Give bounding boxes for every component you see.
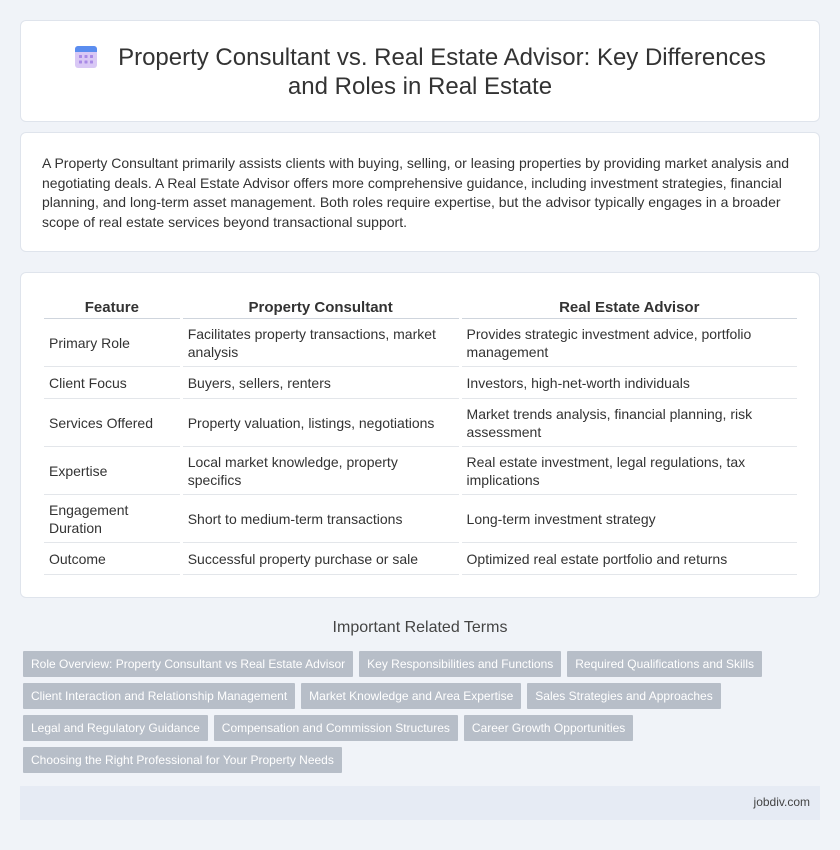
row-feature: Primary Role xyxy=(44,319,180,367)
row-consultant: Buyers, sellers, renters xyxy=(183,367,459,399)
header-real-estate-advisor: Real Estate Advisor xyxy=(462,297,797,319)
row-consultant: Short to medium-term transactions xyxy=(183,495,459,543)
row-feature: Expertise xyxy=(44,447,180,495)
related-terms-list xyxy=(23,651,803,779)
row-advisor: Real estate investment, legal regulations, tax implications xyxy=(462,447,797,495)
page-title-text: Property Consultant vs. Real Estate Advisor: Key Differences and Roles in Real Estate xyxy=(118,44,766,100)
table-row xyxy=(44,399,797,447)
row-consultant: Successful property purchase or sale xyxy=(183,543,459,575)
related-term-tag[interactable]: Sales Strategies and Approaches xyxy=(527,683,720,709)
comparison-table xyxy=(41,297,800,575)
related-term-tag[interactable]: Market Knowledge and Area Expertise xyxy=(301,683,521,709)
related-term-tag[interactable]: Choosing the Right Professional for Your Property Needs xyxy=(23,747,342,773)
table-row xyxy=(44,447,797,495)
footer-site-link[interactable]: jobdiv.com xyxy=(753,795,810,809)
row-advisor: Optimized real estate portfolio and returns xyxy=(462,543,797,575)
title-wrap xyxy=(21,43,819,101)
header-property-consultant: Property Consultant xyxy=(183,297,459,319)
related-terms-title: Important Related Terms xyxy=(332,619,508,636)
header-feature: Feature xyxy=(44,297,180,319)
row-advisor: Provides strategic investment advice, portfolio management xyxy=(462,319,797,367)
table-row xyxy=(44,543,797,575)
title-card xyxy=(20,20,820,122)
page-title xyxy=(61,43,779,101)
related-term-tag[interactable]: Compensation and Commission Structures xyxy=(214,715,458,741)
row-advisor: Investors, high-net-worth individuals xyxy=(462,367,797,399)
row-advisor: Market trends analysis, financial planning, risk assessment xyxy=(462,399,797,447)
calendar-icon xyxy=(74,43,98,69)
table-header-row xyxy=(44,297,797,319)
intro-card xyxy=(20,132,820,252)
intro-paragraph: A Property Consultant primarily assists clients with buying, selling, or leasing properties by providing market analysis and negotiating deals. A Real Estate Advisor offers more comprehensive guidance, including investment strategies, financial planning, and long-term asset management. Both roles require expertise, but the advisor typically engages in a broader scope of real estate services beyond transactional support. xyxy=(42,155,790,230)
table-row xyxy=(44,367,797,399)
related-term-tag[interactable]: Role Overview: Property Consultant vs Real Estate Advisor xyxy=(23,651,353,677)
related-term-tag[interactable]: Career Growth Opportunities xyxy=(464,715,633,741)
related-term-tag[interactable]: Required Qualifications and Skills xyxy=(567,651,762,677)
row-consultant: Property valuation, listings, negotiations xyxy=(183,399,459,447)
comparison-card xyxy=(20,272,820,598)
row-feature: Engagement Duration xyxy=(44,495,180,543)
row-consultant: Local market knowledge, property specifics xyxy=(183,447,459,495)
related-term-tag[interactable]: Key Responsibilities and Functions xyxy=(359,651,561,677)
related-term-tag[interactable]: Legal and Regulatory Guidance xyxy=(23,715,208,741)
table-row xyxy=(44,495,797,543)
row-consultant: Facilitates property transactions, market analysis xyxy=(183,319,459,367)
row-feature: Outcome xyxy=(44,543,180,575)
footer xyxy=(20,786,820,820)
table-row xyxy=(44,319,797,367)
row-feature: Client Focus xyxy=(44,367,180,399)
row-advisor: Long-term investment strategy xyxy=(462,495,797,543)
related-term-tag[interactable]: Client Interaction and Relationship Management xyxy=(23,683,295,709)
row-feature: Services Offered xyxy=(44,399,180,447)
